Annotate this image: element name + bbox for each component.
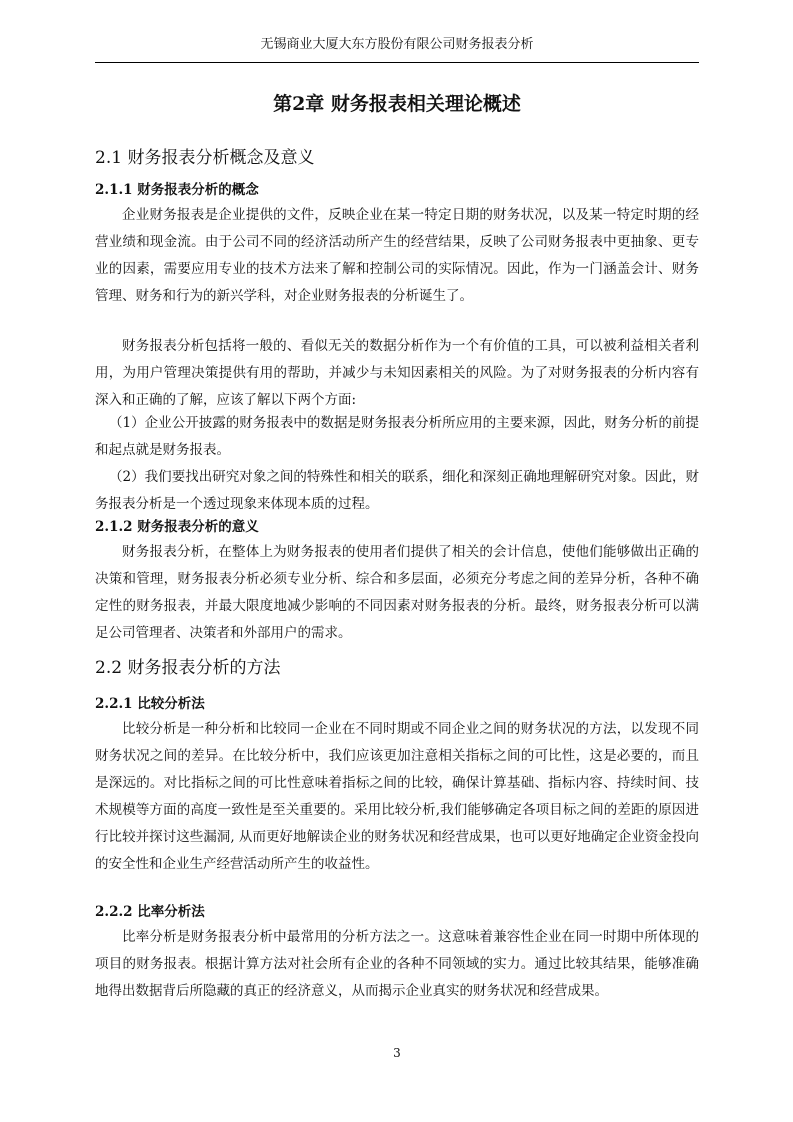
- running-header: 无锡商业大厦大东方股份有限公司财务报表分析: [260, 37, 534, 52]
- subsection-heading-2-1-1: 2.1.1 财务报表分析的概念: [95, 182, 259, 198]
- subsection-heading-2-2-1: 2.2.1 比较分析法: [95, 696, 205, 712]
- header-rule: [95, 62, 699, 63]
- list-item: （2）我们要找出研究对象之间的特殊性和相关的联系，细化和深刻正确地理解研究对象。因此，财务报表分析是一个透过现象来体现本质的过程。: [95, 469, 699, 512]
- subsection-heading-2-2-2: 2.2.2 比率分析法: [95, 904, 205, 920]
- section-heading-2-1: 2.1 财务报表分析概念及意义: [95, 148, 315, 168]
- chapter-title: 第2章 财务报表相关理论概述: [273, 93, 521, 115]
- section-heading-2-2: 2.2 财务报表分析的方法: [95, 658, 281, 678]
- subsection-heading-2-1-2: 2.1.2 财务报表分析的意义: [95, 519, 259, 535]
- paragraph: 企业财务报表是企业提供的文件，反映企业在某一特定日期的财务状况，以及某一特定时期的经营业绩和现金流。由于公司不同的经济活动所产生的经营结果，反映了公司财务报表中更抽象、更专业的因素，需要应用专业的技术方法来了解和控制公司的实际情况。因此，作为一门涵盖会计、财务管理、财务和行为的新兴学科，对企业财务报表的分析诞生了。: [95, 207, 699, 304]
- paragraph: 财务报表分析，在整体上为财务报表的使用者们提供了相关的会计信息，使他们能够做出正确的决策和管理，财务报表分析必须专业分析、综合和多层面，必须充分考虑之间的差异分析，各种不确定性的财务报表，并最大限度地减少影响的不同因素对财务报表的分析。最终，财务报表分析可以满足公司管理者、决策者和外部用户的需求。: [95, 544, 699, 641]
- paragraph: 财务报表分析包括将一般的、看似无关的数据分析作为一个有价值的工具，可以被利益相关者利用，为用户管理决策提供有用的帮助，并减少与未知因素相关的风险。为了对财务报表的分析内容有深入和正确的了解，应该了解以下两个方面:: [95, 338, 699, 408]
- list-item: （1）企业公开披露的财务报表中的数据是财务报表分析所应用的主要来源，因此，财务分析的前提和起点就是财务报表。: [95, 415, 699, 458]
- page-number: 3: [393, 1046, 401, 1060]
- paragraph: 比较分析是一种分析和比较同一企业在不同时期或不同企业之间的财务状况的方法，以发现不同财务状况之间的差异。在比较分析中，我们应该更加注意相关指标之间的可比性，这是必要的，而且是深远的。对比指标之间的可比性意味着指标之间的比较，确保计算基础、指标内容、持续时间、技术规模等方面的高度一致性是至关重要的。采用比较分析,我们能够确定各项目标之间的差距的原因进行比较并探讨这些漏洞, 从而更好地解读企业的财务状况和经营成果，也可以更好地确定企业资金投向的安全性和企业生产经营活动所产生的收益性。: [95, 721, 699, 872]
- paragraph: 比率分析是财务报表分析中最常用的分析方法之一。这意味着兼容性企业在同一时期中所体现的项目的财务报表。根据计算方法对社会所有企业的各种不同领域的实力。通过比较其结果，能够准确地得出数据背后所隐藏的真正的经济意义，从而揭示企业真实的财务状况和经营成果。: [95, 929, 699, 999]
